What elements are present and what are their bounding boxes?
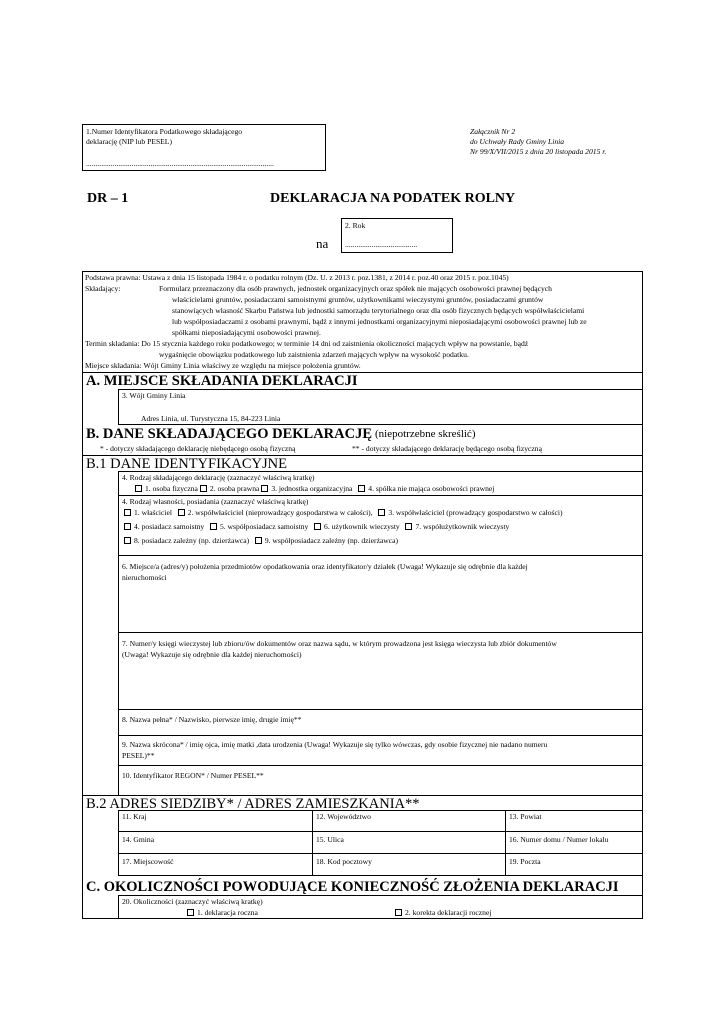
section-c-title: C. OKOLICZNOŚCI POWODUJĄCE KONIECZNOŚĆ ZŁOŻENIA DEKLARACJI: [86, 879, 619, 895]
filer-text-4: lub współposiadaczami z osobami prawnymi, bądź z innymi jednostkami organizacyjnymi nieposiadającymi osobowości prawnej lub ze: [172, 317, 587, 326]
field-8-label: 8. Nazwa pełna* / Nazwisko, pierwsze imię, drugie imię**: [122, 715, 302, 724]
field-6-label-2: nieruchomości: [122, 573, 167, 582]
field-13-label[interactable]: 13. Powiat: [509, 812, 542, 821]
field-12-label[interactable]: 12. Województwo: [316, 812, 371, 821]
option-label: 2. osoba prawna: [209, 484, 260, 493]
year-input-dots[interactable]: ......................................: [345, 240, 418, 249]
option-label: 7. współużytkownik wieczysty: [415, 522, 510, 531]
field-4-options: [135, 484, 494, 493]
ownership-row-3: [124, 536, 398, 545]
deadline-text-1: Termin składania: Do 15 stycznia każdego roku podatkowego; w terminie 14 dni od zaistnienia okoliczności mających wpływ na powstanie, bądź: [85, 339, 529, 348]
divider: [118, 735, 643, 736]
field-16-label[interactable]: 16. Numer domu / Numer lokalu: [509, 835, 609, 844]
footnote-2: ** - dotyczy składającego deklarację będącego osobą fizyczną: [352, 444, 542, 453]
field-20-option-2: [395, 908, 491, 917]
checkbox-icon[interactable]: [255, 537, 262, 544]
option-label: 4. posiadacz samoistny: [134, 522, 205, 531]
section-b-note: (niepotrzebne skreślić): [375, 428, 476, 440]
divider: [118, 831, 643, 832]
form-code: DR – 1: [87, 191, 129, 206]
section-a-title: A. MIEJSCE SKŁADANIA DEKLARACJI: [86, 373, 358, 389]
field-11-label[interactable]: 11. Kraj: [122, 812, 147, 821]
form-title: DEKLARACJA NA PODATEK ROLNY: [270, 191, 516, 206]
checkbox-icon[interactable]: [395, 909, 402, 916]
field-7-input[interactable]: [119, 662, 642, 707]
attachment-line-2: do Uchwały Rady Gminy Linia: [470, 137, 565, 146]
divider: [118, 471, 643, 472]
divider: [118, 765, 643, 766]
divider: [118, 632, 643, 633]
field-6-label-1: 6. Miejsce/a (adres/y) położenia przedmiotów opodatkowania oraz identyfikator/y działek (Uwaga! Wykazuje się odrębnie dla każdej: [122, 562, 528, 571]
field-10-label: 10. Identyfikator REGON* / Numer PESEL**: [122, 771, 264, 780]
checkbox-icon[interactable]: [124, 509, 131, 516]
filer-text-3: stanowiących własność Skarbu Państwa lub jednostki samorządu terytorialnego oraz dla osób fizycznych będących współwłaścicielami: [172, 306, 585, 315]
section-b1-title: B.1 DANE IDENTYFIKACYJNE: [86, 456, 287, 472]
option-label: 9. współposiadacz zależny (np. dzierżawca): [264, 536, 399, 545]
checkbox-icon[interactable]: [200, 485, 207, 492]
field-19-label[interactable]: 19. Poczta: [509, 857, 541, 866]
nip-label-2: deklarację (NIP lub PESEL): [86, 137, 172, 146]
divider: [505, 810, 506, 876]
deadline-text-2: wygaśnięcie obowiązku podatkowego lub zaistnienia zdarzeń mających wpływ na wysokość podatku.: [159, 350, 469, 359]
divider: [312, 810, 313, 876]
checkbox-icon[interactable]: [135, 485, 142, 492]
field-15-label[interactable]: 15. Ulica: [316, 835, 344, 844]
field-17-label[interactable]: 17. Miejscowość: [122, 857, 174, 866]
divider: [118, 853, 643, 854]
filer-label: Składający:: [85, 284, 121, 293]
section-b2-title: B.2 ADRES SIEDZIBY* / ADRES ZAMIESZKANIA**: [86, 796, 420, 812]
field-8-input[interactable]: [119, 725, 642, 734]
nip-label-1: 1.Numer Identyfikatora Podatkowego składającego: [86, 127, 243, 136]
field-7-label-2: (Uwaga! Wykazuje się odrębnie dla każdej nieruchomości): [122, 650, 302, 659]
checkbox-icon[interactable]: [124, 523, 131, 530]
field-7-label-1: 7. Numer/y księgi wieczystej lub zbioru/ów dokumentów oraz nazwa sądu, w którym prowadzona jest księga wieczysta lub zbiór dokumentów: [122, 639, 557, 648]
option-label: 1. właściciel: [134, 508, 172, 517]
divider: [118, 709, 643, 710]
option-label: 5. współposiadacz samoistny: [219, 522, 309, 531]
place-text: Miejsce składania: Wójt Gminy Linia właściwy ze względu na miejsce położenia gruntów.: [85, 361, 361, 370]
field-4-label: 4. Rodzaj składającego deklarację (zaznaczyć właściwą kratkę): [122, 473, 315, 482]
option-label: 3. współwłaściciel (prowadzący gospodarstwo w całości): [388, 508, 563, 517]
checkbox-icon[interactable]: [358, 485, 365, 492]
divider: [118, 555, 643, 556]
year-label: 2. Rok: [345, 221, 366, 230]
checkbox-icon[interactable]: [124, 537, 131, 544]
checkbox-icon[interactable]: [210, 523, 217, 530]
option-label: 6. użytkownik wieczysty: [324, 522, 400, 531]
na-label: na: [316, 236, 329, 251]
field-14-label[interactable]: 14. Gmina: [122, 835, 155, 844]
divider: [118, 471, 119, 796]
attachment-line-1: Załącznik Nr 2: [470, 127, 516, 136]
option-label: 4. spółka nie mająca osobowości prawnej: [368, 484, 495, 493]
field-3-value: Adres Linia, ul. Turystyczna 15, 84-223 Linia: [141, 414, 281, 423]
option-label: 1. deklaracja roczna: [197, 908, 258, 917]
field-9-label-2: PESEL)**: [122, 751, 155, 760]
option-label: 8. posiadacz zależny (np. dzierżawca): [134, 536, 250, 545]
legal-basis: Podstawa prawna: Ustawa z dnia 15 listopada 1984 r. o podatku rolnym (Dz. U. z 2013 r. poz.1381, z 2014 r. poz.40 oraz 2015 r. poz.1045): [85, 273, 509, 282]
checkbox-icon[interactable]: [378, 509, 385, 516]
checkbox-icon[interactable]: [187, 909, 194, 916]
ownership-row-2: [124, 522, 509, 531]
ownership-row-1: [124, 508, 563, 517]
divider: [118, 495, 643, 496]
attachment-line-3: Nr 99/X/VII/2015 z dnia 20 listopada 2015 r.: [470, 147, 607, 156]
filer-text-5: spółkami nieposiadającymi osobowości prawnej.: [172, 328, 321, 337]
option-label: 2. współwłaściciel (nieprowadzący gospodarstwa w całości),: [187, 508, 373, 517]
field-4b-label: 4. Rodzaj własności, posiadania (zaznaczyć właściwą kratkę): [122, 497, 309, 506]
option-label: 3. jednostka organizacyjna: [271, 484, 353, 493]
field-20-label: 20. Okoliczności (zaznaczyć właściwą kratkę): [122, 897, 263, 906]
field-6-input[interactable]: [119, 585, 642, 630]
checkbox-icon[interactable]: [261, 485, 268, 492]
option-label: 2. korekta deklaracji rocznej: [405, 908, 492, 917]
footnote-1: * - dotyczy składającego deklarację niebędącego osobą fizyczną: [100, 444, 296, 453]
field-9-label-1: 9. Nazwa skrócona* / imię ojca, imię matki ,data urodzenia (Uwaga! Wykazuje się tylko wówczas, gdy osobie fizycznej nie nadano numeru: [122, 740, 548, 749]
field-3-label: 3. Wójt Gminy Linia: [122, 391, 186, 400]
filer-text-1: Formularz przeznaczony dla osób prawnych, jednostek organizacyjnych oraz spółek nie mających osobowości prawnej będących: [159, 284, 552, 293]
field-20-option-1: [187, 908, 258, 917]
checkbox-icon[interactable]: [405, 523, 412, 530]
field-10-input[interactable]: [119, 781, 642, 794]
divider: [118, 895, 643, 896]
option-label: 1. osoba fizyczna: [145, 484, 198, 493]
filer-text-2: właścicielami gruntów, posiadaczami samoistnymi gruntów, użytkownikami wieczystymi gruntów, posiadaczami gruntów: [172, 295, 544, 304]
checkbox-icon[interactable]: [314, 523, 321, 530]
divider: [118, 895, 119, 919]
nip-input-dots[interactable]: ...................................................................................................: [86, 159, 274, 168]
field-18-label[interactable]: 18. Kod pocztowy: [316, 857, 372, 866]
checkbox-icon[interactable]: [178, 509, 185, 516]
section-b-title: B. DANE SKŁADAJĄCEGO DEKLARACJĘ: [86, 426, 373, 442]
